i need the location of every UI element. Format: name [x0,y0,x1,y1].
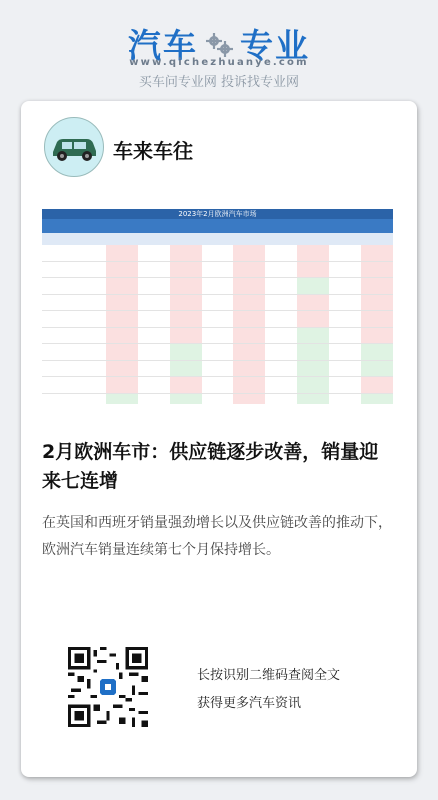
brand-url: www.qichezhuanye.com [129,57,309,68]
brand-title-left: 汽车 [128,26,198,65]
avatar[interactable] [44,117,104,177]
article-card[interactable] [21,101,417,777]
thumbnail-table [42,245,393,404]
qr-line-1: 长按识别二维码查阅全文 [197,668,341,683]
qr-line-2: 获得更多汽车资讯 [197,696,302,711]
qr-instructions [197,662,340,718]
brand-title-right: 专业 [240,26,310,65]
gear-icon [204,29,234,59]
thumbnail-title: 2023年2月欧洲汽车市场 [42,209,393,219]
car-icon [45,118,103,176]
brand-slogan: 买车问专业网 投诉找专业网 [138,75,300,90]
qr-code-icon [68,647,148,727]
account-name[interactable]: 车来车往 [113,139,193,163]
article-summary: 在英国和西班牙销量强劲增长以及供应链改善的推动下，欧洲汽车销量连续第七个月保持增长。 [42,515,392,558]
article-headline[interactable]: 2月欧洲车市：供应链逐步改善，销量迎来七连增 [42,441,379,492]
brand-header [0,0,438,100]
qr-code[interactable] [68,647,148,727]
article-thumbnail[interactable] [42,209,393,404]
